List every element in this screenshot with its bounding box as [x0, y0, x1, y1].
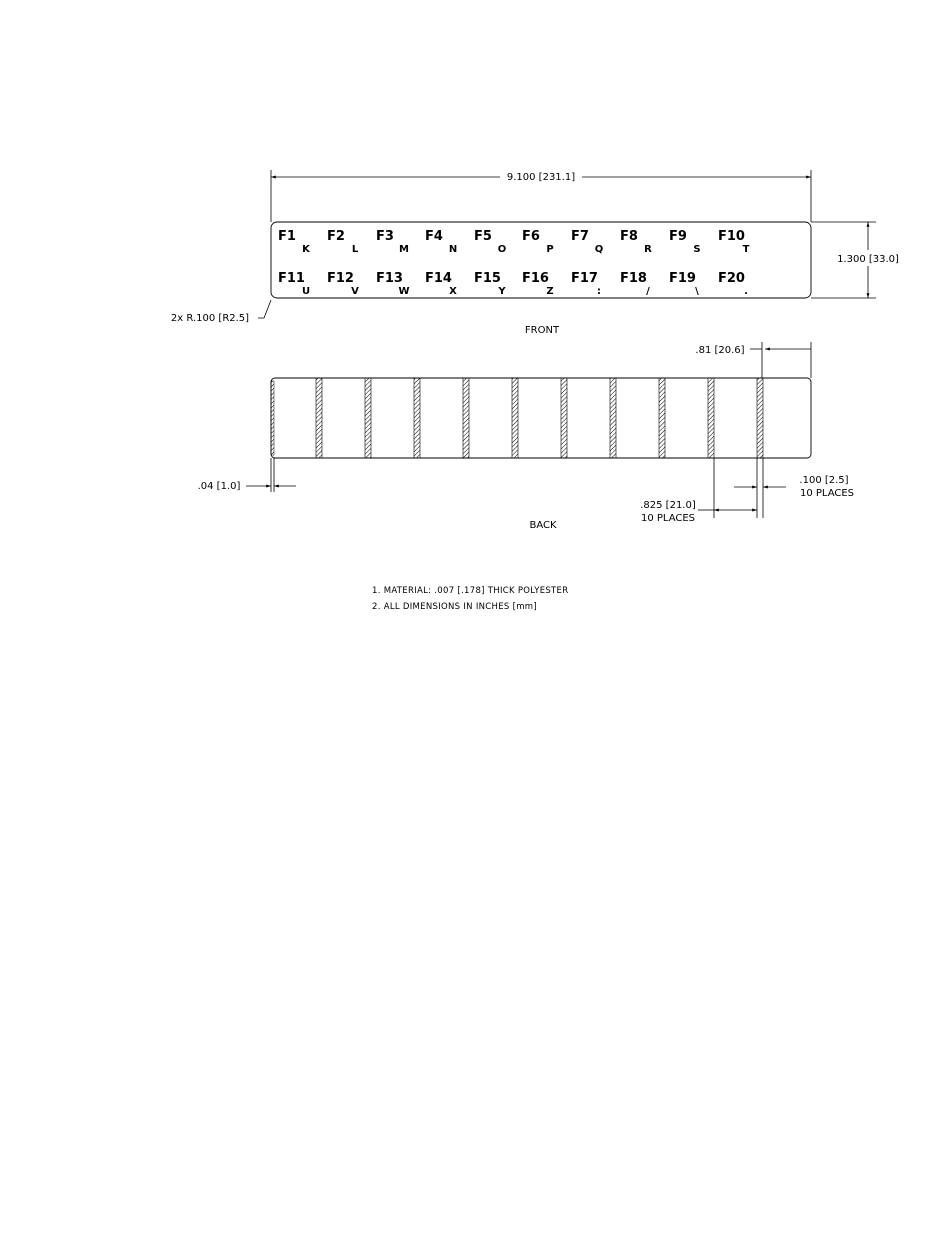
key-f-label: F10: [718, 229, 745, 244]
note-2: 2. ALL DIMENSIONS IN INCHES [mm]: [372, 602, 537, 612]
stripe-width-dimension: [734, 458, 854, 518]
key-letter-label: U: [301, 286, 311, 297]
key-letter-label: .: [744, 286, 748, 297]
key-letter-label: N: [448, 244, 458, 255]
radius-callout: [171, 300, 271, 324]
key-letter-label: W: [398, 286, 410, 297]
back-stripes: [316, 378, 763, 458]
back-edge-dim-label: .04 [1.0]: [197, 481, 241, 492]
key-f-label: F20: [718, 271, 745, 286]
front-view-title: FRONT: [524, 325, 560, 336]
key-letter-label: :: [597, 286, 601, 297]
key-f-label: F11: [278, 271, 305, 286]
pitch-places-label: 10 PLACES: [640, 513, 696, 524]
front-height-dim-label: 1.300 [33.0]: [837, 254, 899, 265]
key-letter-label: T: [742, 244, 750, 255]
key-f-label: F14: [425, 271, 452, 286]
key-letter-label: M: [399, 244, 409, 255]
adhesive-stripe: [561, 378, 567, 458]
key-f-label: F2: [327, 229, 345, 244]
front-width-dim-label: 9.100 [231.1]: [506, 172, 576, 183]
back-view-title: BACK: [529, 520, 557, 531]
adhesive-stripe: [463, 378, 469, 458]
key-row-2: [278, 271, 748, 297]
key-letter-label: /: [646, 286, 650, 297]
adhesive-stripe: [708, 378, 714, 458]
back-panel-outline: [271, 378, 811, 458]
adhesive-stripe: [414, 378, 420, 458]
key-letter-label: R: [644, 244, 652, 255]
key-letter-label: Q: [594, 244, 604, 255]
key-letter-label: S: [693, 244, 701, 255]
adhesive-stripe: [757, 378, 763, 458]
key-f-label: F3: [376, 229, 394, 244]
key-row-1: [278, 229, 750, 255]
key-letter-label: K: [302, 244, 310, 255]
front-view: [171, 170, 899, 336]
key-f-label: F1: [278, 229, 296, 244]
key-letter-label: X: [449, 286, 457, 297]
pitch-dimension: [640, 458, 757, 524]
front-width-dimension: [271, 170, 811, 222]
adhesive-stripe: [365, 378, 371, 458]
key-f-label: F7: [571, 229, 589, 244]
key-letter-label: \: [695, 286, 699, 297]
key-f-label: F19: [669, 271, 696, 286]
key-letter-label: Z: [546, 286, 554, 297]
note-1: 1. MATERIAL: .007 [.178] THICK POLYESTER: [372, 586, 569, 596]
back-edge-dimension: [198, 458, 296, 492]
adhesive-stripe: [512, 378, 518, 458]
radius-dim-label: 2x R.100 [R2.5]: [170, 313, 250, 324]
back-edge-strip: [271, 381, 274, 455]
adhesive-stripe: [610, 378, 616, 458]
front-height-dimension: [811, 222, 899, 298]
drawing-notes: [372, 586, 568, 612]
key-letter-label: V: [351, 286, 359, 297]
pitch-dim-label: .825 [21.0]: [640, 500, 696, 511]
key-letter-label: Y: [498, 286, 506, 297]
key-letter-label: P: [546, 244, 554, 255]
back-offset-dimension: [695, 342, 811, 378]
key-f-label: F17: [571, 271, 598, 286]
adhesive-stripe: [316, 378, 322, 458]
key-f-label: F4: [425, 229, 443, 244]
stripe-places-label: 10 PLACES: [799, 488, 855, 499]
adhesive-stripe: [659, 378, 665, 458]
key-f-label: F5: [474, 229, 492, 244]
key-f-label: F13: [376, 271, 403, 286]
key-letter-label: L: [351, 244, 359, 255]
key-f-label: F9: [669, 229, 687, 244]
back-offset-dim-label: .81 [20.6]: [695, 345, 745, 356]
key-f-label: F6: [522, 229, 540, 244]
key-letter-label: O: [497, 244, 507, 255]
back-view: [198, 342, 854, 531]
key-f-label: F15: [474, 271, 501, 286]
key-f-label: F8: [620, 229, 638, 244]
stripe-dim-label: .100 [2.5]: [799, 475, 849, 486]
key-f-label: F18: [620, 271, 647, 286]
key-f-label: F16: [522, 271, 549, 286]
key-f-label: F12: [327, 271, 354, 286]
